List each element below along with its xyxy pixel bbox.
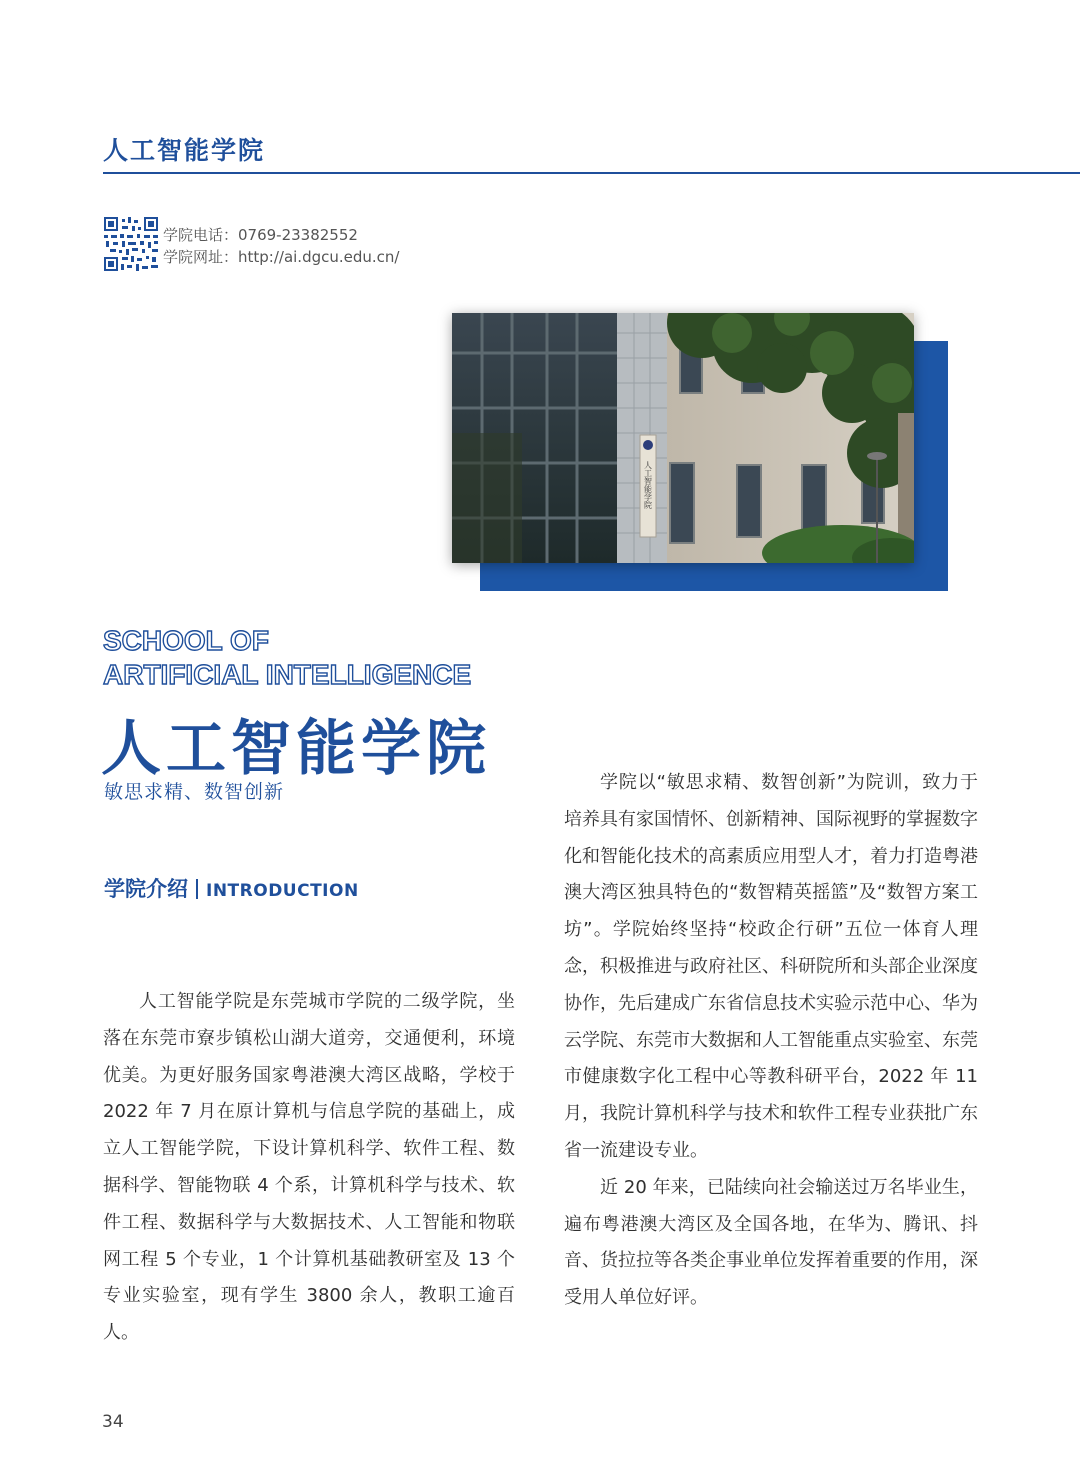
chinese-title: 人工智能学院 [101, 714, 491, 784]
building-photo [452, 313, 914, 563]
intro-paragraph-3: 近 20 年来，已陆续向社会输送过万名毕业生，遍布粤港澳大湾区及全国各地，在华为、腾讯、抖音、货拉拉等各类企事业单位发挥着重要的作用，深受用人单位好评。 [564, 1176, 978, 1309]
left-column [103, 984, 515, 1352]
building-sign: 人工智能学院 [643, 461, 653, 509]
college-motto: 敏思求精、数智创新 [104, 781, 285, 803]
section-title: 人工智能学院 [103, 136, 266, 165]
qr-code-icon [104, 217, 158, 271]
introduction-heading-zh: 学院介绍 [104, 877, 188, 901]
introduction-heading-en: INTRODUCTION [206, 881, 359, 901]
college-website[interactable]: 学院网址：http://ai.dgcu.edu.cn/ [163, 248, 400, 266]
college-phone: 学院电话：0769-23382552 [163, 226, 358, 244]
intro-paragraph-2: 学院以“敏思求精、数智创新”为院训，致力于培养具有家国情怀、创新精神、国际视野的掌握数字化和智能化技术的高素质应用型人才，着力打造粤港澳大湾区独具特色的“数智精英摇篮”及“数智方案工坊”。学院始终坚持“校政企行研”五位一体育人理念，积极推进与政府社区、科研院所和头部企业深度协作，先后建成广东省信息技术实验示范中心、华为云学院、东莞市大数据和人工智能重点实验室、东莞市健康数字化工程中心等教科研平台，2022 年 11 月，我院计算机科学与技术和软件工程专业获批广东省一流建设专业。 [564, 772, 978, 1161]
header-divider [103, 172, 1080, 174]
right-column [564, 765, 978, 1317]
page-number: 34 [102, 1412, 124, 1432]
english-title-line2: ARTIFICIAL INTELLIGENCE [103, 659, 472, 690]
introduction-heading [104, 873, 359, 903]
heading-divider [196, 879, 198, 899]
english-title-line1: SCHOOL OF [103, 625, 269, 656]
intro-paragraph-1: 人工智能学院是东莞城市学院的二级学院，坐落在东莞市寮步镇松山湖大道旁，交通便利，环境优美。为更好服务国家粤港澳大湾区战略，学校于 2022 年 7 月在原计算机与信息学院的基础上，成立人工智能学院，下设计算机科学、软件工程、数据科学、智能物联 4 个系，计算机科学与技术、软件工程、数据科学与大数据技术、人工智能和物联网工程 5 个专业，1 个计算机基础教研室及 13 个专业实验室，现有学生 3800 余人，教职工逾百人。 [103, 991, 515, 1344]
